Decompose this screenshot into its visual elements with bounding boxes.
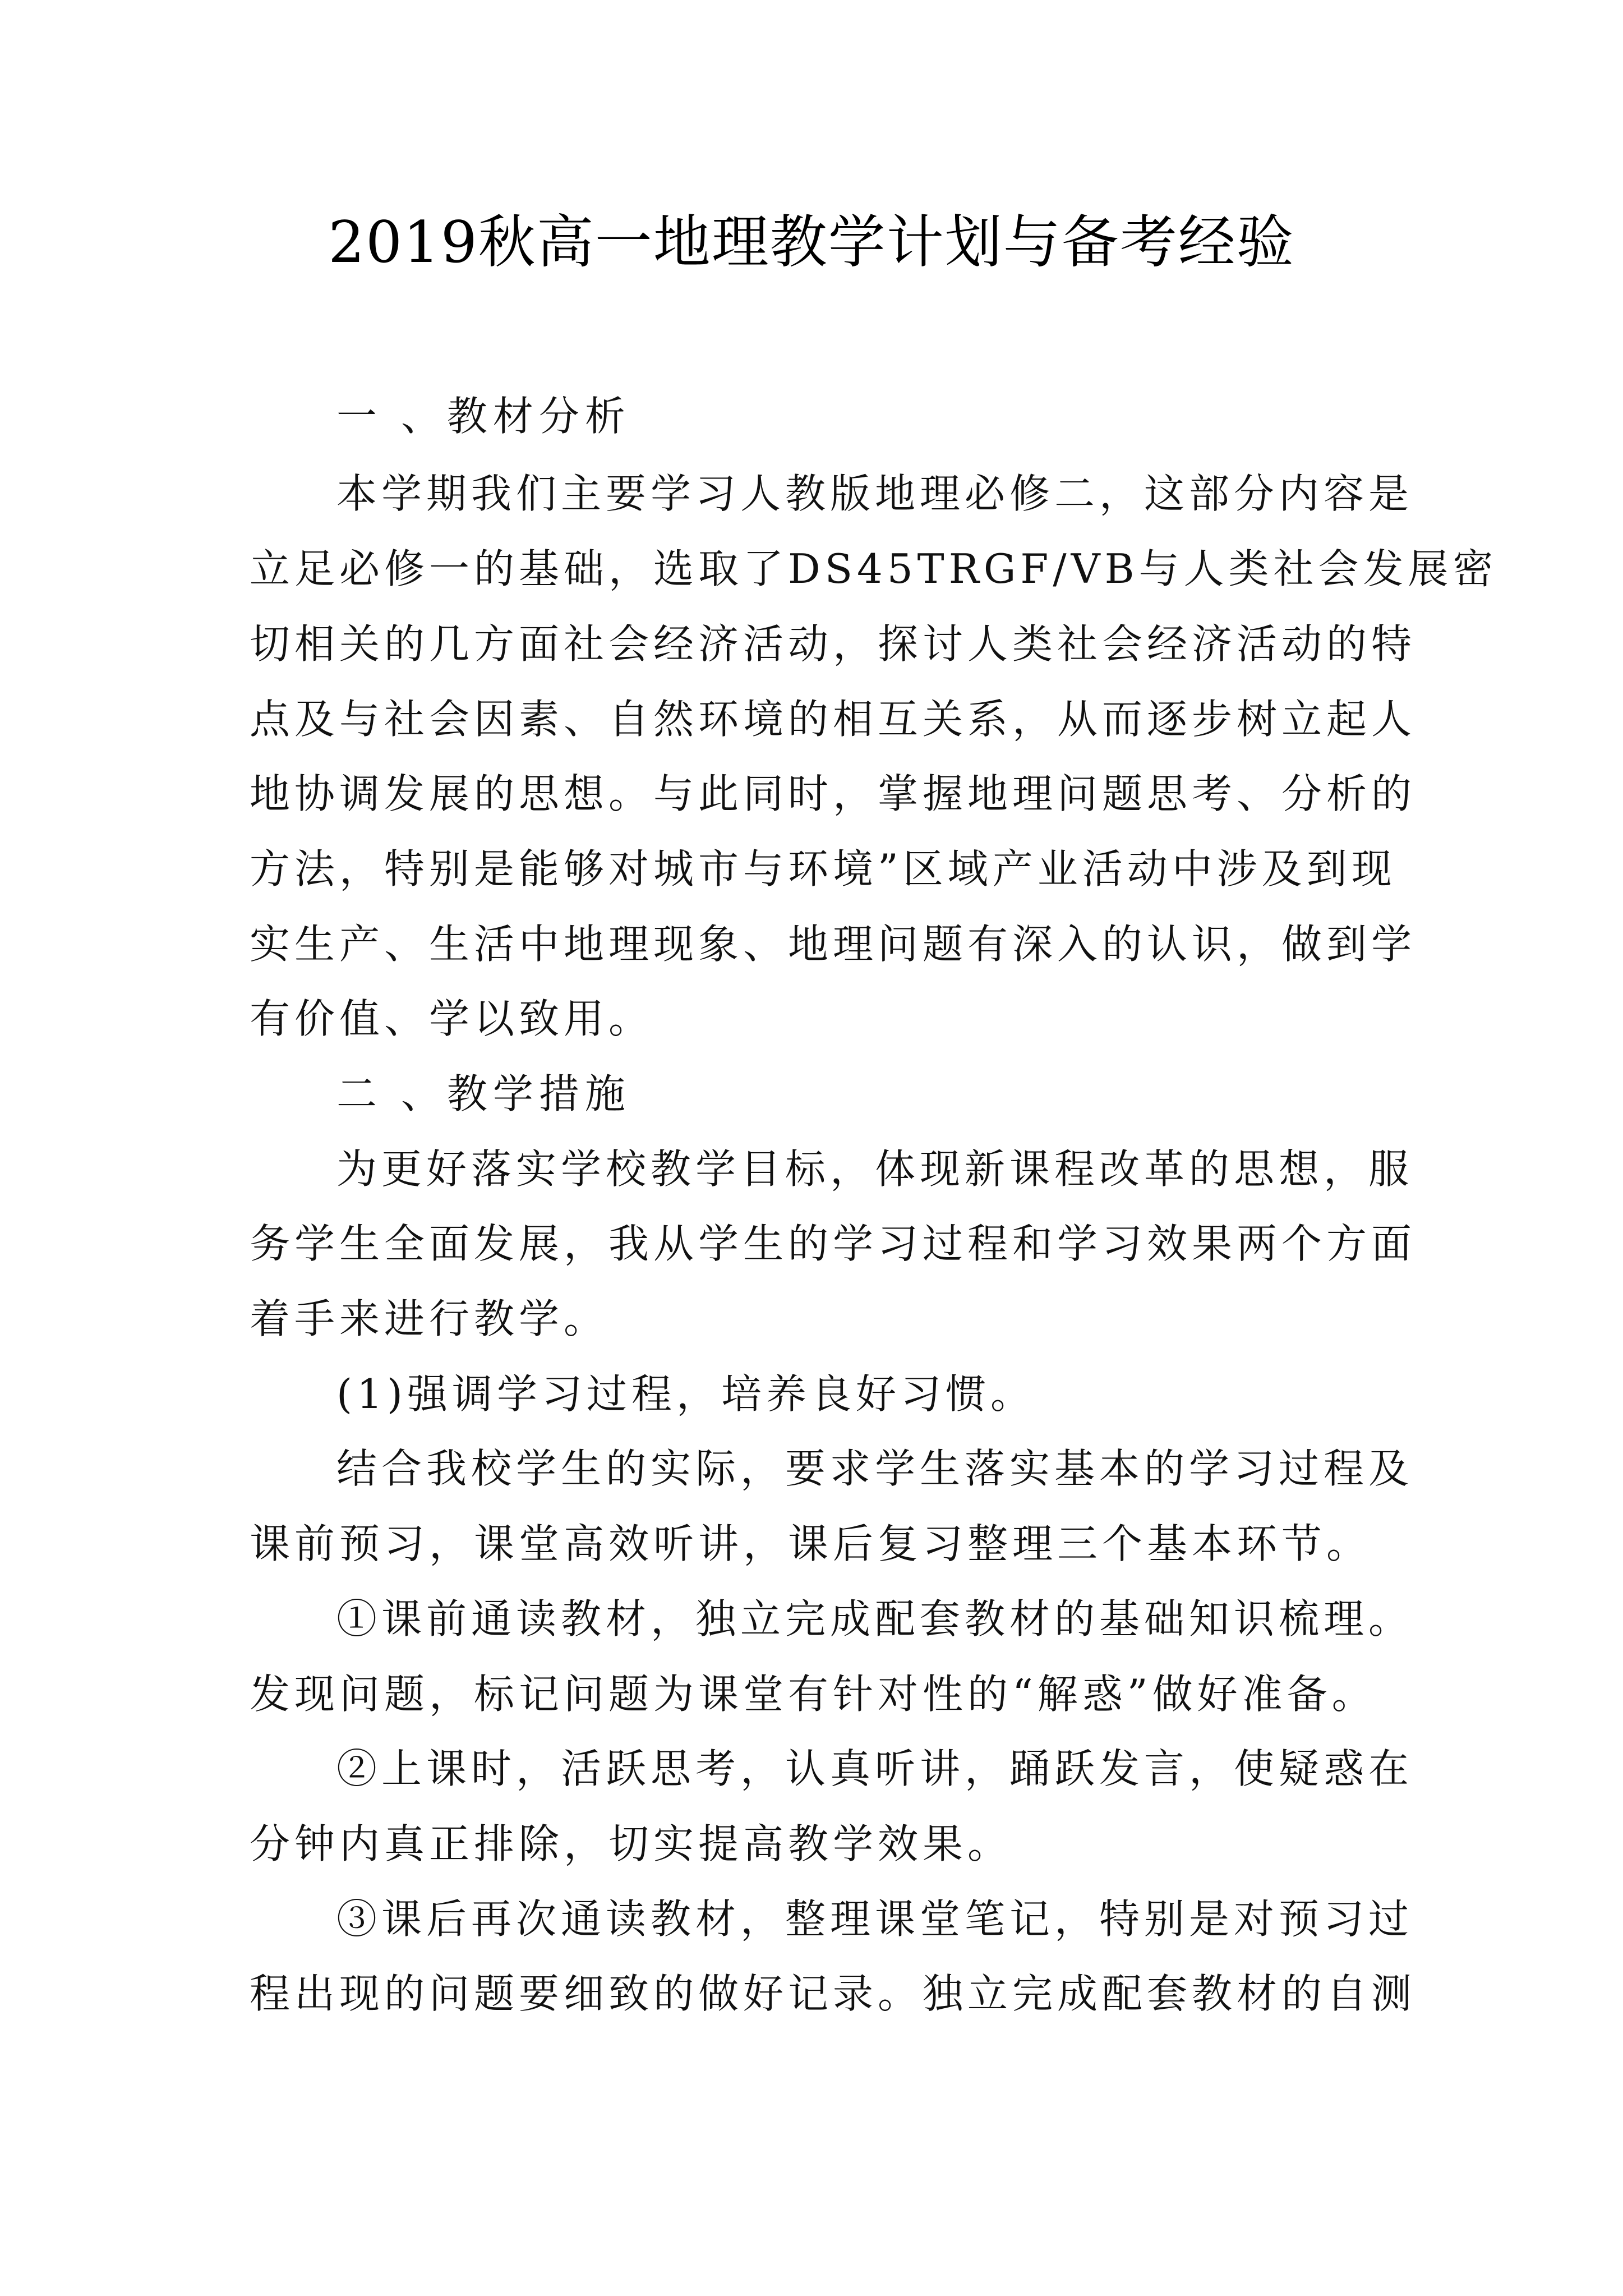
paragraph-line: 本学期我们主要学习人教版地理必修二，这部分内容是 [336, 470, 1414, 517]
paragraph-line: 地协调发展的思想。与此同时，掌握地理问题思考、分析的 [250, 770, 1417, 817]
section-heading-teaching-measures: 二 、教学措施 [336, 1070, 631, 1117]
paragraph-line: 有价值、学以致用。 [250, 995, 654, 1042]
list-item-line: 分钟内真正排除，切实提高教学效果。 [250, 1820, 1013, 1867]
paragraph-line: 点及与社会因素、自然环境的相互关系，从而逐步树立起人 [250, 696, 1417, 743]
paragraph-line: 务学生全面发展，我从学生的学习过程和学习效果两个方面 [250, 1220, 1417, 1267]
document-title: 2019秋高一地理教学计划与备考经验 [328, 209, 1295, 276]
paragraph-line: 立足必修一的基础，选取了DS45TRGF/VB与人类社会发展密 [250, 545, 1498, 592]
paragraph-line: 切相关的几方面社会经济活动，探讨人类社会经济活动的特 [250, 620, 1417, 668]
paragraph-line: 为更好落实学校教学目标，体现新课程改革的思想，服 [336, 1145, 1414, 1193]
list-item-line: ①课前通读教材，独立完成配套教材的基础知识梳理。 [336, 1595, 1414, 1642]
list-item-line: 程出现的问题要细致的做好记录。独立完成配套教材的自测 [250, 1970, 1417, 2017]
section-heading-textbook-analysis: 一 、教材分析 [336, 393, 631, 440]
list-item-line: ②上课时，活跃思考，认真听讲，踊跃发言，使疑惑在 [336, 1745, 1414, 1792]
paragraph-line: 实生产、生活中地理现象、地理问题有深入的认识，做到学 [250, 921, 1417, 968]
paragraph-line: 着手来进行教学。 [250, 1295, 609, 1342]
paragraph-line: 课前预习，课堂高效听讲，课后复习整理三个基本环节。 [250, 1520, 1372, 1567]
list-item-line: 发现问题，标记问题为课堂有针对性的“解惑”做好准备。 [250, 1671, 1377, 1718]
paragraph-line: 结合我校学生的实际，要求学生落实基本的学习过程及 [336, 1445, 1414, 1492]
list-item-line: ③课后再次通读教材，整理课堂笔记，特别是对预习过 [336, 1895, 1414, 1943]
paragraph-line: 方法，特别是能够对城市与环境”区域产业活动中涉及到现 [250, 845, 1396, 892]
subheading-learning-process: (1)强调学习过程，培养良好习惯。 [336, 1370, 1035, 1418]
